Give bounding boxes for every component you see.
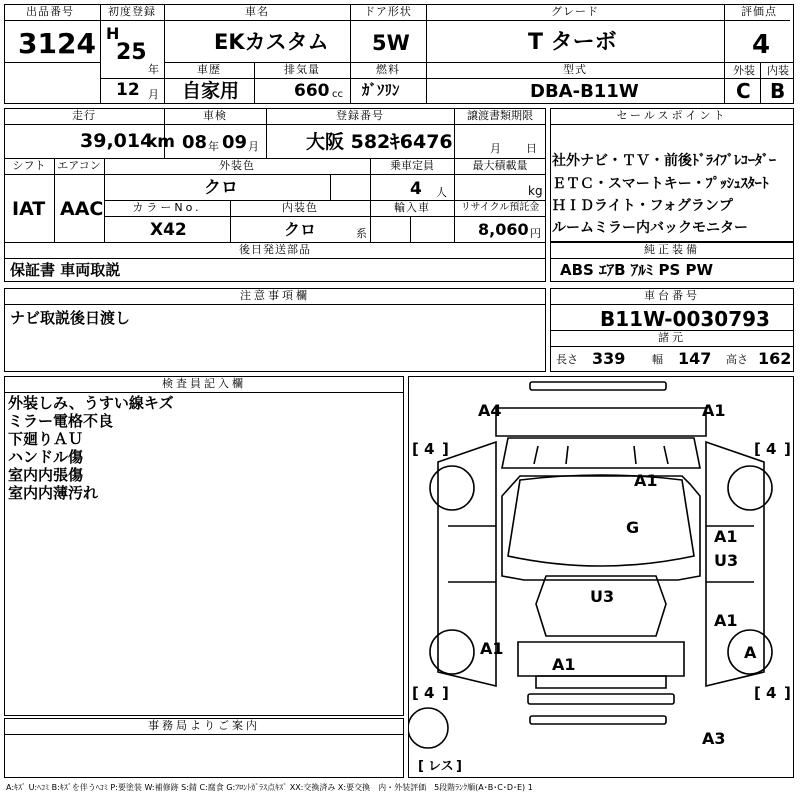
grade-label: グレード [551, 5, 599, 18]
inspector-line: 外装しみ、うすい線キズ [8, 394, 174, 412]
fuel-label: 燃料 [376, 63, 400, 76]
tire-bracket: ] [442, 440, 449, 458]
damage-mark: A1 [702, 401, 726, 420]
tire-tread-rear-right: 4 [766, 684, 777, 702]
office-label: 事務局よりご案内 [148, 719, 260, 732]
first-reg-month-unit: 月 [148, 88, 159, 101]
int-color-unit: 系 [356, 227, 367, 240]
sales-point-line: ＨＩＤライト・フォグランプ [552, 198, 733, 214]
sales-points-label: セールスポイント [616, 109, 728, 122]
ac-label: エアコン [57, 159, 101, 172]
tire-bracket: [ [418, 759, 424, 774]
tailgate-outline [536, 676, 666, 688]
damage-mark: U3 [590, 587, 615, 606]
grade: T ターボ [528, 30, 617, 55]
tire-front-right [728, 466, 772, 510]
damage-mark: A1 [714, 527, 738, 546]
first-reg-year: 25 [116, 40, 147, 65]
notes-text: ナビ取説後日渡し [10, 309, 131, 327]
damage-mark: A3 [702, 729, 726, 748]
rear-plate-outline [530, 716, 666, 724]
later-parts-label: 後日発送部品 [239, 243, 311, 256]
legend: A:ｷｽﾞ U:ﾍｺﾐ B:ｷｽﾞを伴うﾍｺﾐ P:要塗装 W:補修跡 S:錆 C:腐食 G:ﾌﾛﾝﾄｶﾞﾗｽ点ｷｽﾞ XX:交換済み X:要交換 内・外装評価 5段階ﾗﾝｸ順(A･B･C･D･E) 1 [6, 783, 533, 792]
car-name: EKカスタム [214, 30, 329, 54]
inspector-line: ハンドル傷 [8, 448, 84, 466]
width-label: 幅 [652, 353, 663, 366]
import-label: 輸入車 [394, 201, 430, 214]
damage-mark: A1 [552, 655, 576, 674]
damage-mark: U3 [714, 551, 739, 570]
inspector-line: 室内内薄汚れ [8, 484, 99, 502]
inspector-line: 下廻りＡＵ [8, 430, 84, 448]
plate-number: 大阪 582ｷ6476 [306, 131, 453, 153]
ext-color-label: 外装色 [219, 159, 255, 172]
max-load-unit: kg [528, 184, 543, 198]
shift: IAT [12, 198, 46, 220]
shift-label: シフト [12, 159, 46, 172]
inspector-label: 検査員記入欄 [162, 377, 246, 390]
max-load-label: 最大積載量 [472, 159, 528, 172]
first-reg-label: 初度登録 [108, 5, 156, 18]
damage-mark: A4 [478, 401, 502, 420]
inspection-label: 車検 [203, 109, 227, 122]
tire-front-left [430, 466, 474, 510]
chassis-label: 車台番号 [644, 289, 700, 302]
windshield-line [634, 446, 636, 464]
spec-length: 339 [592, 349, 626, 368]
interior-grade-label: 内装 [767, 64, 789, 77]
spec-height: 162 [758, 349, 792, 368]
rear-window-outline [518, 642, 684, 676]
inspection-year-unit: 年 [208, 140, 219, 153]
windshield-line [566, 446, 568, 464]
height-label: 高さ [726, 353, 748, 366]
tire-bracket: [ [754, 440, 761, 458]
tire-bracket: [ [412, 440, 419, 458]
inspection-year: 08 [182, 132, 208, 153]
damage-mark: A1 [634, 471, 658, 490]
car-name-label: 車名 [245, 5, 269, 18]
tire-bracket: ] [784, 684, 791, 702]
later-parts: 保証書 車両取説 [10, 261, 121, 279]
windshield-outline [502, 438, 700, 468]
displacement-unit: cc [332, 89, 343, 100]
notes-label: 注意事項欄 [240, 289, 310, 302]
tire-tread-front-right: 4 [766, 440, 777, 458]
windshield-line [534, 446, 538, 464]
tire-tread-front-left: 4 [424, 440, 435, 458]
cabin-outline [508, 475, 694, 566]
transfer-label: 譲渡書類期限 [467, 109, 533, 122]
history: 自家用 [182, 80, 240, 102]
history-label: 車歴 [197, 63, 221, 76]
color-no: X42 [150, 220, 187, 240]
equipment-label: 純正装備 [644, 243, 700, 256]
door-type: 5W [372, 31, 410, 55]
displacement: 660 [294, 81, 330, 101]
displacement-label: 排気量 [284, 63, 320, 76]
hood-outline [496, 408, 706, 436]
inspection-month: 09 [222, 132, 248, 153]
specs-label: 諸元 [658, 331, 686, 344]
lot-number: 3124 [18, 27, 96, 60]
front-bumper-outline [530, 382, 666, 390]
sales-point-line: ＥＴＣ・スマートキー・ﾌﾟｯｼｭｽﾀｰﾄ [552, 176, 769, 192]
first-reg-era: H [106, 24, 120, 43]
car-diagram [408, 376, 794, 778]
int-color-label: 内装色 [282, 201, 318, 214]
capacity: 4 [410, 179, 422, 199]
fuel: ｶﾞｿﾘﾝ [362, 81, 400, 99]
tire-bracket: [ [754, 684, 761, 702]
capacity-unit: 人 [436, 186, 447, 199]
tire-bracket: ] [456, 759, 462, 774]
inspector-line: ミラー電格不良 [8, 412, 114, 430]
door-label: ドア形状 [364, 5, 412, 18]
mileage-label: 走行 [72, 109, 96, 122]
mileage: 39,014 [80, 130, 154, 152]
tire-bracket: ] [442, 684, 449, 702]
sales-point-line: 社外ナビ・ＴＶ・前後ﾄﾞﾗｲﾌﾞﾚｺｰﾀﾞｰ [552, 153, 776, 169]
first-reg-month: 12 [116, 80, 140, 100]
mileage-unit: km [146, 132, 176, 152]
length-label: 長さ [556, 353, 578, 366]
spec-width: 147 [678, 349, 712, 368]
tire-rear-left [430, 630, 474, 674]
inspector-line: 室内内張傷 [8, 466, 84, 484]
recycle-label: リサイクル預託金 [460, 202, 540, 213]
int-color: クロ [284, 220, 317, 239]
damage-mark: A1 [480, 639, 504, 658]
damage-mark: A [744, 643, 757, 662]
center-floor-outline [536, 576, 666, 636]
damage-mark: G [626, 518, 640, 537]
sales-point-line: ルームミラー内バックモニター [552, 220, 748, 236]
spare-tire [408, 708, 448, 748]
transfer-day-unit: 日 [526, 142, 537, 155]
tire-bracket: ] [784, 440, 791, 458]
recycle-unit: 円 [530, 227, 541, 240]
chassis-number: B11W-0030793 [600, 307, 770, 331]
rear-bumper-outline [528, 694, 674, 704]
transfer-month-unit: 月 [490, 142, 501, 155]
windshield-line [664, 446, 668, 464]
ac-type: AAC [60, 198, 104, 220]
model-code: DBA-B11W [530, 81, 639, 102]
model-code-label: 型式 [563, 63, 587, 76]
exterior-grade-label: 外装 [733, 64, 755, 77]
roof-outline [502, 476, 700, 580]
ext-color: クロ [204, 178, 238, 198]
interior-grade: B [770, 79, 786, 103]
capacity-label: 乗車定員 [390, 159, 434, 172]
inspection-month-unit: 月 [248, 140, 259, 153]
spare-tire-status: レス [428, 759, 454, 774]
tire-tread-rear-left: 4 [424, 684, 435, 702]
plate-label: 登録番号 [336, 109, 384, 122]
score: 4 [752, 30, 771, 60]
first-reg-year-unit: 年 [148, 63, 159, 76]
tire-bracket: [ [412, 684, 419, 702]
recycle-fee: 8,060 [478, 220, 529, 239]
damage-mark: A1 [714, 611, 738, 630]
equipment-items: ABS ｴｱB ｱﾙﾐ PS PW [560, 261, 714, 279]
color-no-label: カラーNo. [132, 201, 202, 214]
score-label: 評価点 [741, 5, 777, 18]
lot-number-label: 出品番号 [26, 5, 74, 18]
exterior-grade: C [736, 79, 751, 103]
